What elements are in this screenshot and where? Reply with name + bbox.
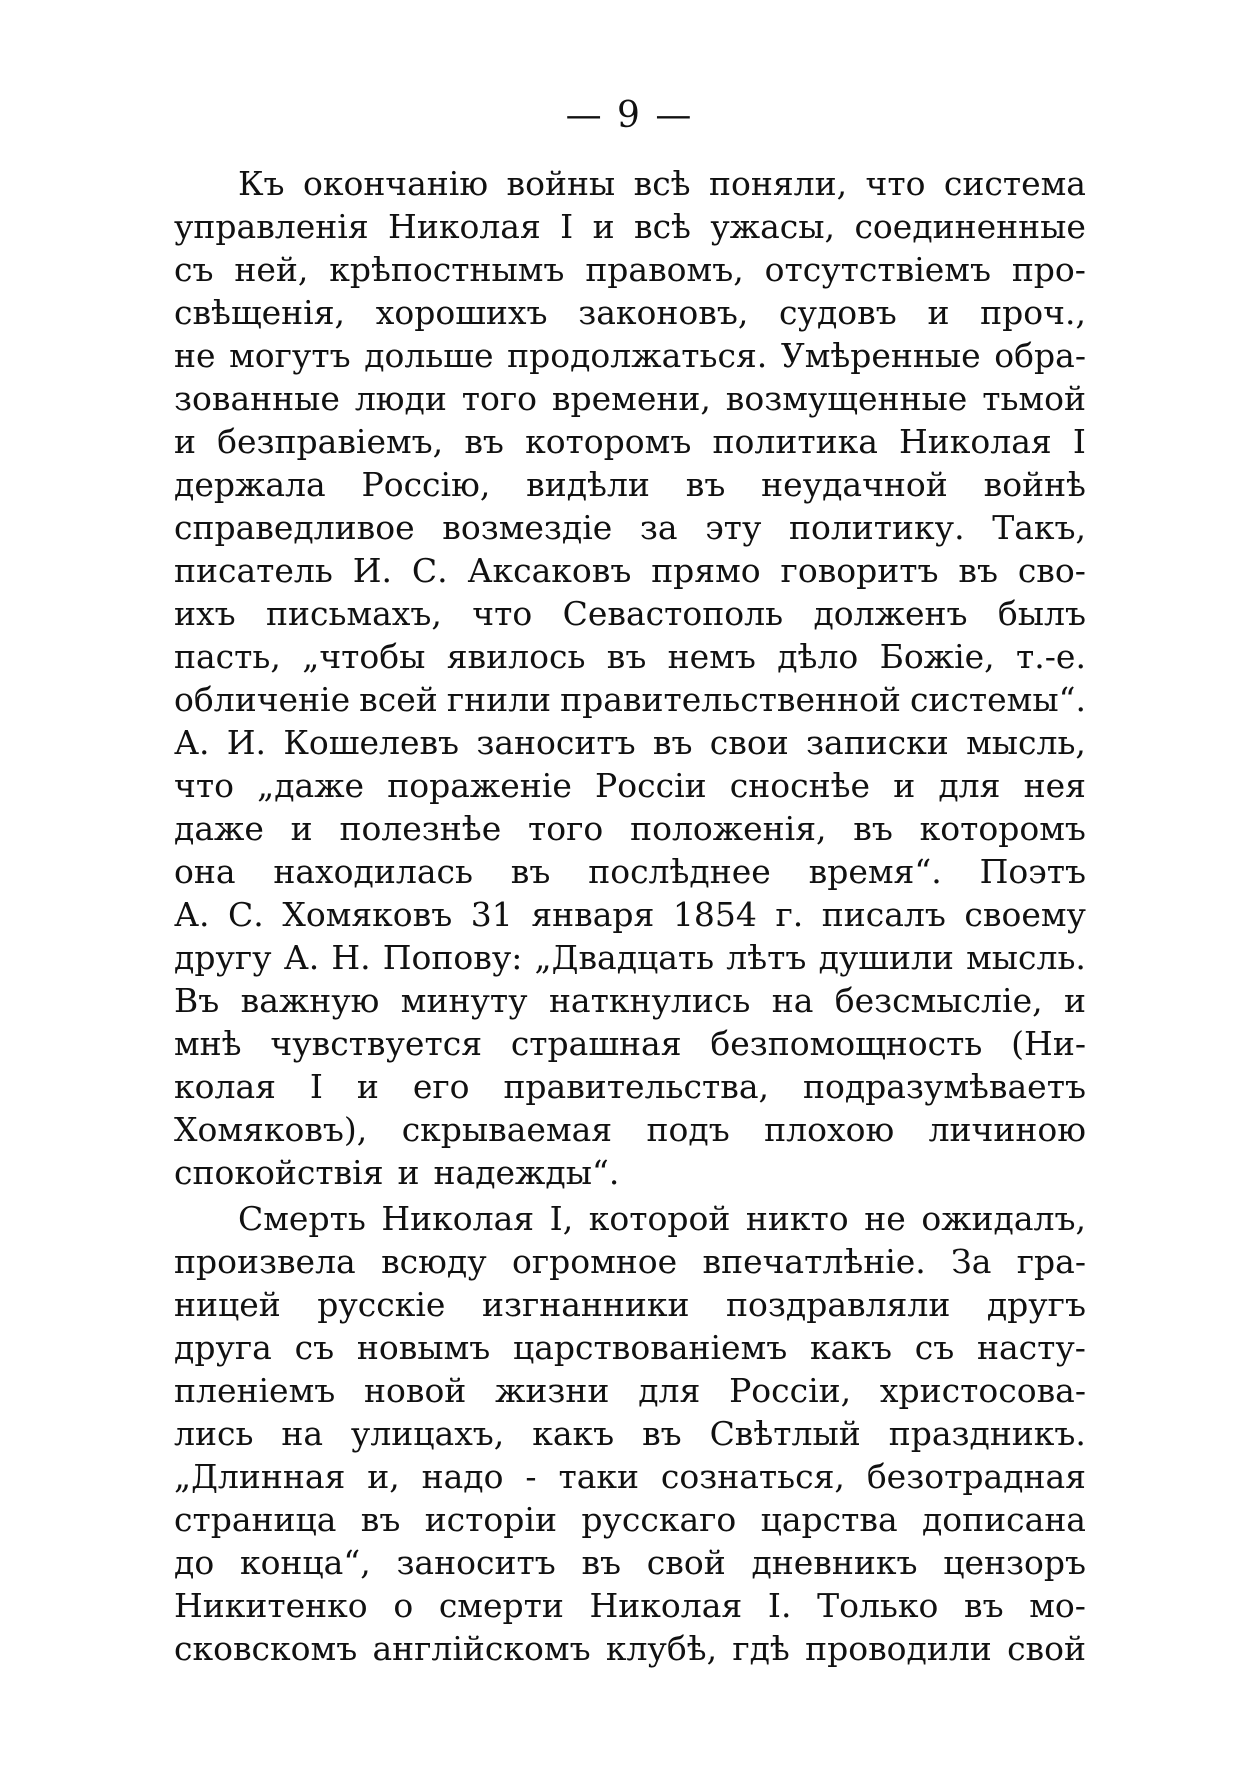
text-line: Смерть Николая I, которой никто не ожидалъ, [238,1199,1086,1238]
text-line: Въ важную минуту наткнулись на безсмысліе, и [174,981,1086,1020]
text-line: пленіемъ новой жизни для Россіи, христосова- [174,1371,1086,1410]
text-line: зованные люди того времени, возмущенные тьмой [174,379,1086,418]
text-line: другу А. Н. Попову: „Двадцать лѣтъ душили мысль. [174,938,1086,977]
text-line: не могутъ дольше продолжаться. Умѣренные обра- [174,336,1086,375]
text-line: свѣщенія, хорошихъ законовъ, судовъ и проч., [174,293,1086,332]
text-line: съ ней, крѣпостнымъ правомъ, отсутствіемъ про- [174,250,1086,289]
text-line: Никитенко о смерти Николая I. Только въ мо- [174,1586,1086,1625]
text-line: она находилась въ послѣднее время“. Поэтъ [174,852,1086,891]
text-line: сковскомъ англійскомъ клубѣ, гдѣ проводили свой [174,1629,1086,1668]
text-line: А. С. Хомяковъ 31 января 1854 г. писалъ своему [174,895,1086,934]
text-line: писатель И. С. Аксаковъ прямо говоритъ въ сво- [174,551,1086,590]
text-line: друга съ новымъ царствованіемъ какъ съ насту- [174,1328,1086,1367]
text-line: страница въ исторіи русскаго царства дописана [174,1500,1086,1539]
text-line: ихъ письмахъ, что Севастополь долженъ былъ [174,594,1086,633]
text-line: лись на улицахъ, какъ въ Свѣтлый праздникъ. [174,1414,1086,1453]
text-line: даже и полезнѣе того положенія, въ которомъ [174,809,1086,848]
text-line: колая I и его правительства, подразумѣваетъ [174,1067,1086,1106]
text-line: управленія Николая I и всѣ ужасы, соединенные [174,207,1086,246]
body-text [174,162,1086,1670]
text-line: что „даже пораженіе Россіи сноснѣе и для нея [174,766,1086,805]
text-line: Хомяковъ), скрываемая подъ плохою личиною [174,1110,1086,1149]
text-line: обличеніе всей гнили правительственной системы“. [174,680,1086,719]
text-line: ницей русскіе изгнанники поздравляли другъ [174,1285,1086,1324]
text-line: спокойствія и надежды“. [174,1153,620,1192]
text-line: и безправіемъ, въ которомъ политика Николая I [174,422,1086,461]
text-line: пасть, „чтобы явилось въ немъ дѣло Божіе, т.-е. [174,637,1086,676]
page-number: — 9 — [565,95,694,136]
text-line: „Длинная и, надо - таки сознаться, безотрадная [174,1457,1086,1496]
text-line: произвела всюду огромное впечатлѣніе. За гра- [174,1242,1086,1281]
text-line: до конца“, заноситъ въ свой дневникъ цензоръ [174,1543,1086,1582]
text-line: мнѣ чувствуется страшная безпомощность (Ни- [174,1024,1086,1063]
text-line: Къ окончанію войны всѣ поняли, что система [238,164,1086,203]
text-line: держала Россію, видѣли въ неудачной войнѣ [174,465,1086,504]
text-line: справедливое возмездіе за эту политику. Такъ, [174,508,1086,547]
text-line: А. И. Кошелевъ заноситъ въ свои записки мысль, [174,723,1086,762]
